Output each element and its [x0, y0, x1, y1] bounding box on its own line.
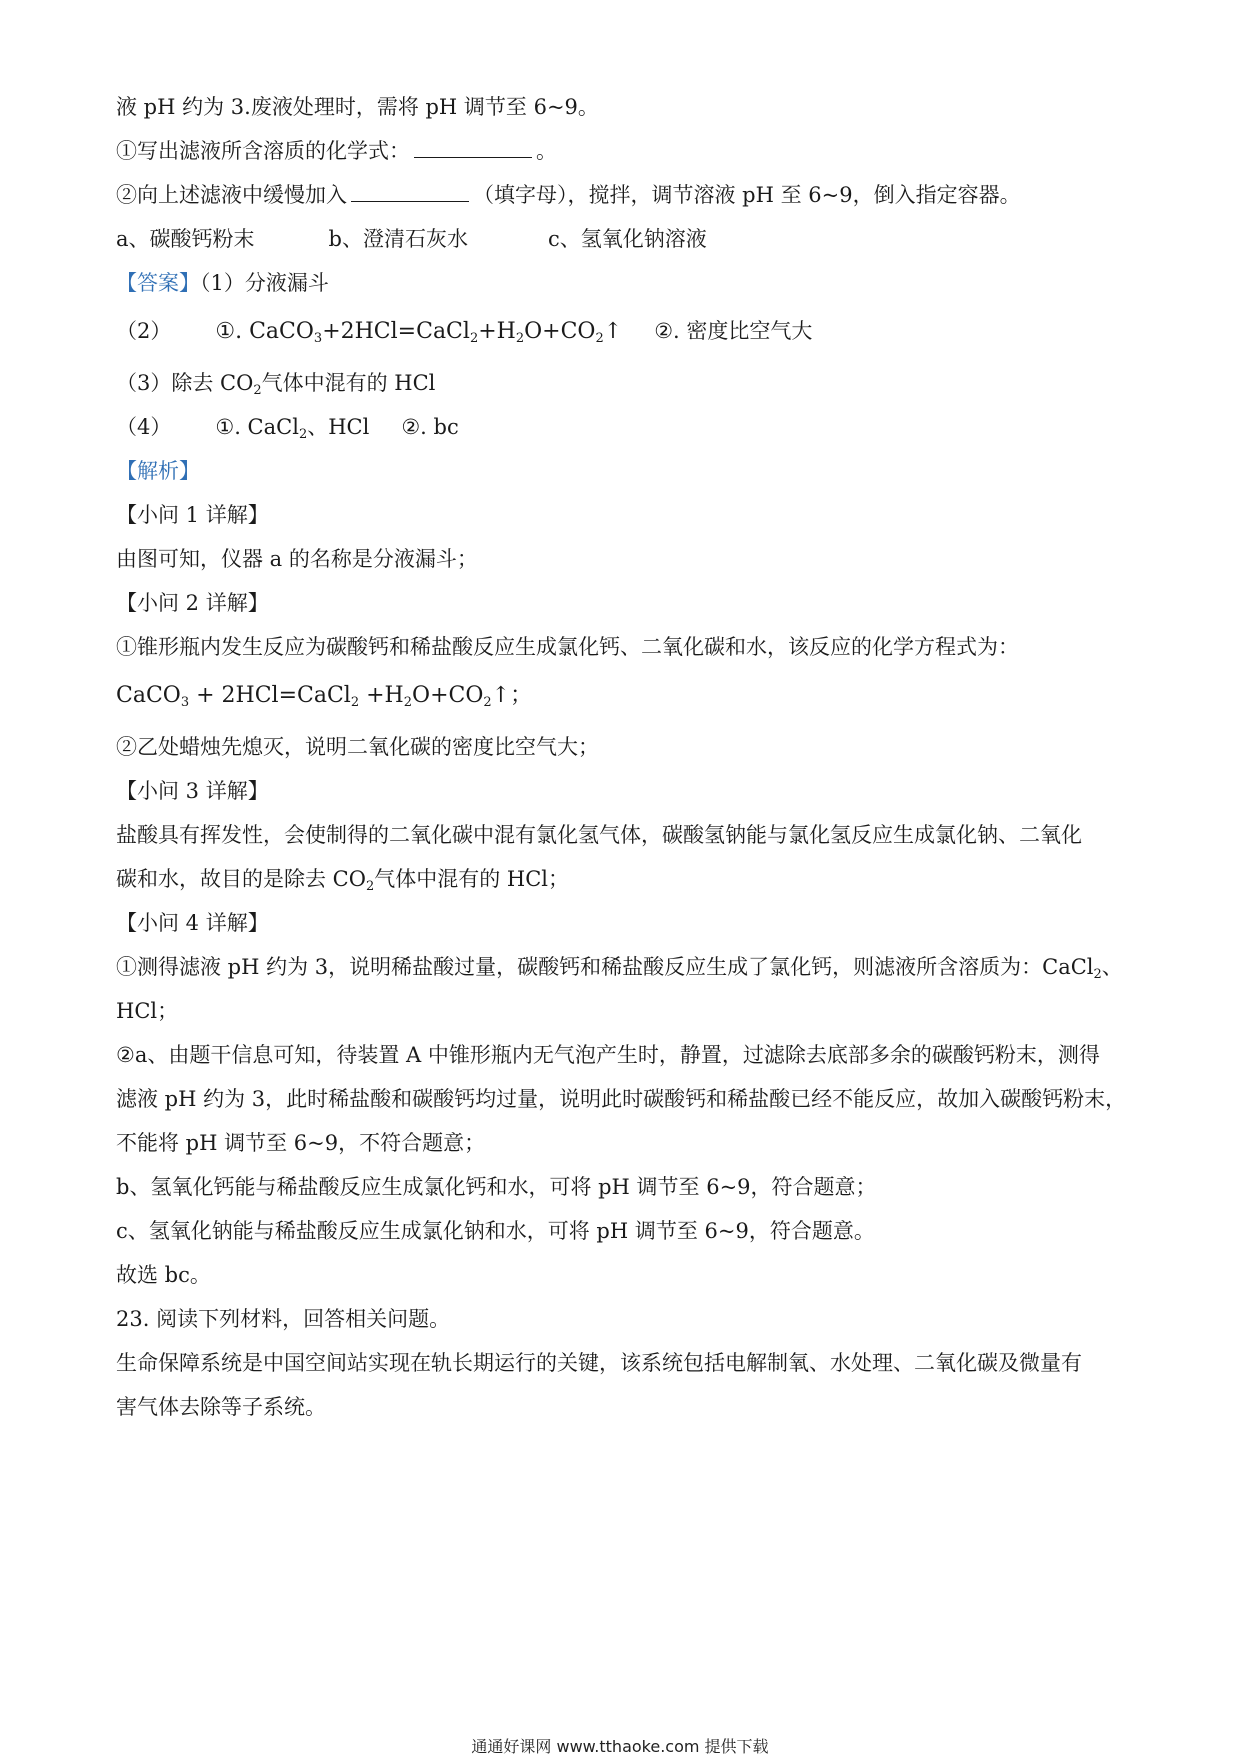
- text-line: 故选 bc。: [116, 1263, 211, 1287]
- answer-line: （3）除去 $CO_2$气体中混有的 HCl: [116, 371, 436, 398]
- section-heading: 【小问 4 详解】: [116, 911, 269, 935]
- text-line: c、氢氧化钠能与稀盐酸反应生成氯化钠和水，可将 pH 调节至 6~9，符合题意。: [116, 1219, 875, 1243]
- text-line: ②a、由题干信息可知，待装置 A 中锥形瓶内无气泡产生时，静置，过滤除去底部多余的碳酸钙粉末，测得: [116, 1043, 1100, 1067]
- text-line: ①测得滤液 pH 约为 3，说明稀盐酸过量，碳酸钙和稀盐酸反应生成了氯化钙，则滤液所含溶质为：CaCl$_2$、: [116, 955, 1123, 982]
- line-text: ②. bc: [401, 415, 459, 439]
- text-line: 生命保障系统是中国空间站实现在轨长期运行的关键，该系统包括电解制氧、水处理、二氧化碳及微量有: [116, 1351, 1082, 1375]
- line-text: 气体中混有的 HCl: [261, 371, 436, 395]
- analysis-tag: 【解析】: [116, 459, 200, 483]
- line-text: ②向上述滤液中缓慢加入: [116, 183, 347, 207]
- text-line: HCl；: [116, 999, 179, 1023]
- section-heading: 【小问 2 详解】: [116, 591, 269, 615]
- text-line: [116, 136, 557, 166]
- section-heading: 【小问 1 详解】: [116, 503, 269, 527]
- line-text: （1）分液漏斗: [200, 271, 329, 295]
- line-text: （4）: [116, 415, 172, 439]
- line-text: （填字母），搅拌，调节溶液 pH 至 6~9，倒入指定容器。: [473, 183, 1021, 207]
- text-line: 由图可知，仪器 a 的名称是分液漏斗；: [116, 547, 478, 571]
- answer-blank: [414, 137, 532, 158]
- text-line: 盐酸具有挥发性，会使制得的二氧化碳中混有氯化氢气体，碳酸氢钠能与氯化氢反应生成氯化钠、二氧化: [116, 823, 1082, 847]
- option-a: a、碳酸钙粉末: [116, 227, 255, 251]
- text-line: [116, 92, 599, 122]
- line-text: 、HCl: [307, 415, 370, 439]
- answer-line: [116, 316, 812, 354]
- options-line: [116, 224, 707, 254]
- text-line: [116, 180, 1021, 210]
- question-heading: 23. 阅读下列材料，回答相关问题。: [116, 1307, 451, 1331]
- text-line: 害气体去除等子系统。: [116, 1395, 326, 1419]
- text-line: ①锥形瓶内发生反应为碳酸钙和稀盐酸反应生成氯化钙、二氧化碳和水，该反应的化学方程式为：: [116, 635, 1019, 659]
- option-b: b、澄清石灰水: [328, 227, 468, 251]
- equation: ①. $CaCO_3+2HCl=CaCl_2+H_2O+CO_2↑$: [215, 319, 623, 346]
- text-line: b、氢氧化钙能与稀盐酸反应生成氯化钙和水，可将 pH 调节至 6~9，符合题意；: [116, 1175, 877, 1199]
- line-text: （2）: [116, 319, 172, 343]
- answer-blank: [351, 181, 469, 202]
- text-line: 滤液 pH 约为 3，此时稀盐酸和碳酸钙均过量，说明此时碳酸钙和稀盐酸已经不能反应，故加入碳酸钙粉末，: [116, 1087, 1127, 1111]
- answer-line: （4） ①. CaCl$_2$、HCl ②. bc: [116, 415, 459, 442]
- section-heading: 【小问 3 详解】: [116, 779, 269, 803]
- text-line: 不能将 pH 调节至 6~9，不符合题意；: [116, 1131, 486, 1155]
- text-line: ②乙处蜡烛先熄灭，说明二氧化碳的密度比空气大；: [116, 735, 599, 759]
- line-text: 。: [536, 139, 557, 163]
- answer-line: [116, 268, 329, 298]
- line-text: 液 pH 约为 3.废液处理时，需将 pH 调节至 6~9。: [116, 95, 599, 119]
- equation-line: CaCO$_3$ + 2HCl=CaCl$_2$ $+H_2O+CO_2↑$；: [116, 683, 533, 710]
- line-text: （3）除去 CO: [116, 371, 254, 395]
- answer-tag: 【答案】: [116, 271, 200, 295]
- option-c: c、氢氧化钠溶液: [547, 227, 707, 251]
- page-footer: 通通好课网 www.tthaoke.com 提供下载: [471, 1737, 769, 1756]
- text-line: 碳和水，故目的是除去 $CO_2$气体中混有的 HCl；: [116, 867, 570, 894]
- line-text: ②. 密度比空气大: [654, 319, 813, 343]
- line-text: ①. CaCl: [215, 415, 299, 439]
- line-text: ①写出滤液所含溶质的化学式：: [116, 139, 410, 163]
